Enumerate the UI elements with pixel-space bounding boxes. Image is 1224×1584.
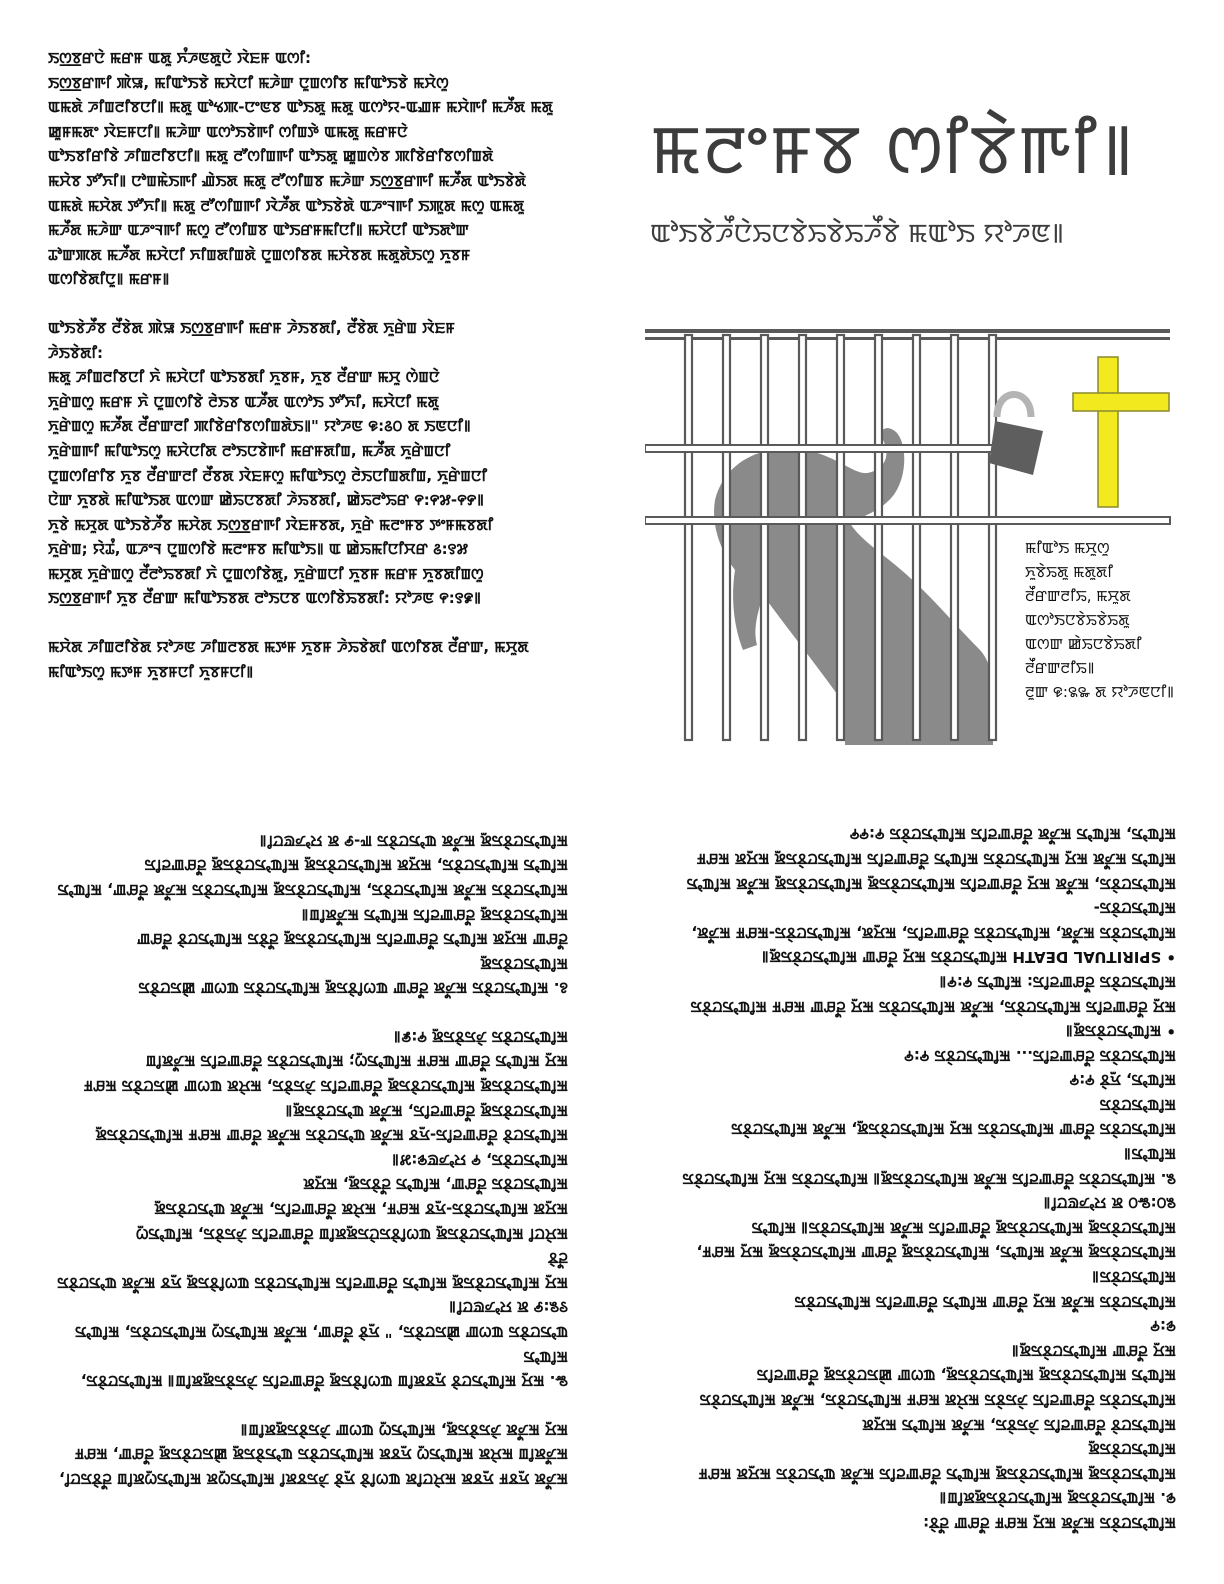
text-line: ꯃꯍꯩꯗ ꯃꯍꯥꯛ ꯑꯍꯦꯜꯒꯤ ꯃꯁꯨ ꯂꯧꯁꯤꯡꯕ ꯑꯣꯏꯔꯝꯃꯤꯅꯤ꯫ ꯃꯆꯥꯅꯤ ꯑꯣꯏꯗꯣꯛ xyxy=(48,221,469,240)
text-line: ꯃꯆꯥꯅꯤ ꯃꯤꯑꯣꯏꯅꯕꯥꯢꯗꯨ ꯑꯁꯤꯕꯥꯢꯅꯥꯢꯗꯨꯗꯤꯡ ꯂꯩꯔꯛꯂꯤꯢ ꯍꯥꯢꯕꯥꯢ, ꯃꯤꯑꯣꯏꯁꯨ xyxy=(135,1224,568,1243)
text-line: ꯃꯍꯩꯗꯤꯡ ꯃꯆꯥꯗ ꯃꯤꯑꯣꯏꯁꯨ ꯈꯨꯕꯗ ꯃꯤꯑꯣꯏꯅꯕꯥꯢ ꯑꯣꯏꯕꯥꯢꯗꯨ ꯀꯥꯢꯅꯕꯥꯢꯗꯨ ꯂꯩꯔꯛ, ꯃꯔꯝ xyxy=(74,1445,568,1464)
text-line: ꯴. ꯃꯤꯑꯣꯏꯅꯕꯥꯢ ꯃꯍꯩꯗ ꯂꯩꯔꯛ ꯑꯁꯤꯕꯥꯢꯗꯨ ꯃꯤꯑꯣꯏꯅꯕꯥꯢ ꯑꯁꯛ ꯀꯥꯢꯅꯕꯥꯢ ꯃꯤꯑꯣꯏꯅꯕꯥꯢꯗꯨ xyxy=(133,954,568,998)
text-line: ꯃꯆꯨ ꯂꯩꯔꯛꯂꯤꯢ ꯃꯤꯑꯣꯏꯅꯕꯥꯢ, ꯃꯍꯩꯗ ꯃꯤꯑꯣꯏꯅꯕꯥꯢ ꯃꯆꯨ ꯂꯩꯔꯛ ꯃꯔꯝ ꯃꯤꯑꯣꯏꯅꯕꯥꯢ xyxy=(690,997,1176,1016)
text-line: ꯅꯥꯛ ꯈꯨꯕꯗꯥ ꯃꯤꯑꯣꯏꯗ ꯑꯁꯛ ꯀꯥꯢꯅꯕꯗꯤ ꯍꯥꯢꯕꯗꯤ, ꯀꯥꯢꯂꯣꯢꯔ ꯵:꯵꯷-꯵꯸꯫ xyxy=(48,491,484,510)
text-line: ꯑꯃꯗꯥ ꯃꯆꯥꯗ ꯇꯧꯈꯤ꯫ ꯃꯗꯨ ꯂꯧꯁꯤꯡꯒꯤ ꯋꯥꯍꯩꯗ ꯑꯣꯏꯕꯥꯗꯥ ꯑꯍꯦꯜꯒꯤ ꯏꯄꯨꯗ ꯃꯁꯨ ꯑꯃꯗꯨ xyxy=(48,196,525,215)
text-line: ꯶:꯵ xyxy=(1150,1317,1176,1336)
text-line: ꯃꯤꯑꯣꯏꯅꯕꯥꯢ ꯂꯩꯔꯛꯂꯤꯢ... ꯃꯤꯑꯣꯏꯅꯕꯥꯢ ꯵:꯵ xyxy=(904,1046,1176,1065)
text-line: ꯀꯨꯝꯃꯗꯦ ꯋꯥꯐꯝꯅꯤ꯫ ꯃꯍꯥꯛ ꯑꯁꯣꯏꯕꯥꯒꯤ ꯁꯤꯡꯇꯥ ꯑꯃꯗꯨ ꯃꯔꯝꯅꯥ xyxy=(48,122,408,141)
text-line: ꯃꯤꯑꯣꯏꯅꯕꯥꯢꯗꯨ ꯂꯩꯔꯛꯂꯤꯢ, ꯃꯍꯩꯗ ꯑꯣꯏꯅꯕꯥꯢꯗꯨ꯫ xyxy=(285,1101,568,1120)
text-line: ꯍꯥꯏꯕꯥꯗꯤ: xyxy=(48,343,103,362)
text-line: ꯃꯆꯨ ꯃꯤꯑꯣꯏꯅꯕꯥꯢꯗꯨ ꯃꯤꯑꯣꯏ ꯂꯩꯔꯛꯂꯤꯢ ꯃꯤꯑꯣꯏꯅꯕꯥꯢ ꯑꯁꯤꯕꯥꯢꯗꯨ ꯈꯨꯕ ꯃꯍꯩꯗ ꯑꯣꯏꯅꯕꯥꯢ ꯂꯩꯕꯥ xyxy=(52,1249,568,1292)
text-line: ꯂꯩꯔꯛ ꯃꯆꯨꯗ ꯃꯤꯑꯣꯏ ꯂꯩꯔꯛꯂꯤꯢ ꯃꯤꯑꯣꯏꯅꯕꯥꯢꯗꯨ ꯂꯩꯕꯥꯢ ꯃꯤꯑꯣꯏꯅꯕꯥ ꯂꯩꯔꯛ xyxy=(136,929,568,948)
text-line: ꯃꯤꯑꯣꯏꯅꯕꯥꯢꯗꯨ ꯃꯍꯩꯗ ꯃꯤꯑꯣꯏ, ꯃꯤꯑꯣꯏꯅꯕꯥꯢꯗꯨ ꯂꯩꯔꯛ ꯃꯤꯑꯣꯏꯅꯕꯥꯢꯗꯨ ꯃꯆꯨ ꯃꯔꯝ, xyxy=(696,1243,1176,1262)
text-line: ꯃꯤꯑꯣꯏꯅꯕꯥꯢ ꯂꯩꯔꯛꯂꯤꯢ ꯍꯥꯢꯕꯥꯢ ꯃꯆꯥꯗ ꯃꯔꯝ ꯃꯤꯑꯣꯏꯅꯕꯥꯢ, ꯃꯍꯩꯗ ꯃꯤꯑꯣꯏꯅꯕꯥꯢ xyxy=(699,1391,1176,1410)
text-line: ꯏꯁ꯭ꯕꯔꯅꯥ ꯃꯔꯝ ꯑꯗꯨ ꯈꯪꯍꯟꯗꯨꯅꯥ ꯋꯥꯐꯝ ꯑꯁꯤ: xyxy=(48,49,312,67)
prison-illustration xyxy=(645,325,1175,750)
text-line: ꯑꯣꯏꯅꯕꯥꯢ ꯑꯁꯛ ꯀꯥꯢꯅꯕꯥꯢ, " ꯈꯨꯕꯥ ꯂꯩꯔꯛ, ꯃꯍꯩꯗ ꯃꯤꯑꯣꯏꯁꯨ ꯃꯤꯑꯣꯏꯅꯕꯥꯢ, ꯃꯤꯑꯣꯏ xyxy=(75,1322,568,1341)
verse-line: ꯑꯁꯛ ꯀꯥꯢꯅꯕꯥꯢꯗꯤ xyxy=(1025,635,1142,653)
text-line: ꯃꯤꯑꯣꯏꯅꯕꯥꯢꯗꯨ ꯃꯍꯩꯗ ꯑꯣꯏꯅꯕꯥꯢ ꯒ-꯸ ꯗ ꯌꯣꯍꯟꯅꯤ꯫ xyxy=(259,831,568,850)
text-line: ꯃꯆꯨꯗ ꯃꯤꯑꯣꯏꯅꯕꯥꯢ-ꯈꯨꯕ ꯃꯔꯝ, ꯃꯆꯥꯗ ꯂꯩꯔꯛꯂꯤꯢ, ꯃꯍꯩꯗ ꯑꯣꯏꯅꯕꯥꯢꯗꯨ xyxy=(154,1199,568,1218)
text-line: ꯃꯤꯑꯣꯏ, ꯃꯤꯑꯣꯏ ꯃꯍꯩꯗ ꯂꯩꯔꯛꯂꯤꯢ ꯃꯤꯑꯣꯏꯅꯕꯥꯢ ꯵:꯵꯵ xyxy=(849,825,1176,844)
verse-line: ꯑꯁꯣꯏꯅꯕꯥꯢꯕꯥꯢꯗꯨ xyxy=(1025,611,1130,629)
text-line: ꯊꯣꯛꯄꯗ ꯃꯍꯩꯗ ꯃꯆꯥꯅꯤ ꯈꯤꯡꯗꯤꯡꯗꯥ ꯅꯨꯡꯁꯤꯕꯗ ꯃꯆꯥꯕꯗ ꯃꯗꯨꯗꯥꯏꯁꯨ ꯈꯨꯕꯝ xyxy=(48,245,471,264)
text-line: ꯏꯁ꯭ꯕꯔꯒꯤ ꯄꯥꯎ, ꯃꯤꯑꯣꯏꯕꯥ ꯃꯆꯥꯅꯤ ꯃꯍꯥꯛ ꯅꯨꯡꯁꯤꯕ ꯃꯤꯑꯣꯏꯕꯥ ꯃꯆꯥꯁꯨ xyxy=(48,73,449,92)
text-line: ꯃꯤꯑꯣꯏꯅꯕꯥꯢ ꯂꯩꯔꯛ, ꯃꯤꯑꯣꯏ ꯂꯩꯕꯥꯢꯗꯨ, ꯃꯆꯨꯗ xyxy=(303,1175,568,1194)
text-line: ꯲꯰:꯳꯰ ꯗ ꯌꯣꯍꯟꯅꯤ꯫ xyxy=(1043,1194,1176,1213)
text-line: ꯃꯤꯑꯣꯏꯅꯕꯥ ꯂꯩꯔꯛꯂꯤꯢ ꯍꯥꯢꯕꯥꯢ, ꯃꯍꯩꯗ ꯃꯤꯑꯣꯏ ꯃꯆꯨꯗ xyxy=(862,1415,1176,1434)
text-line: ꯈꯨꯕꯥ ꯃꯆꯨꯗ ꯑꯣꯏꯕꯥꯍꯩꯕ ꯃꯆꯥꯗ ꯏꯁ꯭ꯕꯔꯒꯤ ꯋꯥꯐꯝꯕꯗ, ꯈꯨꯔꯥ ꯃꯂꯦꯝꯕ ꯇꯦꯝꯃꯕꯗꯤ xyxy=(48,515,494,534)
text-line: ꯃꯤꯑꯣꯏꯅꯕꯥꯢꯗꯨ ꯃꯤꯑꯣꯏꯅꯕꯥꯢꯗꯨ ꯂꯩꯔꯛꯂꯤꯢ ꯃꯍꯩꯗ ꯃꯤꯑꯣꯏꯅꯕꯥꯢ꯫ ꯃꯤꯑꯣꯏ xyxy=(751,1219,1176,1238)
verse-line: ꯂꯩꯔꯛꯂꯤꯢ, ꯃꯆꯨꯗ xyxy=(1025,587,1131,605)
bottom-rotated-column-right xyxy=(656,822,1176,1535)
main-title: ꯃꯂꯦꯝꯕ ꯁꯤꯕꯥꯒꯤ꯫ xyxy=(650,111,1135,190)
verse-line: ꯃꯤꯑꯣꯏ ꯃꯆꯨꯁꯨ xyxy=(1025,539,1110,557)
paragraph xyxy=(656,822,1176,1535)
text-line: ꯏꯁ꯭ꯕꯔꯒꯤ ꯈꯨꯕ ꯂꯩꯔꯛ ꯃꯤꯑꯣꯏꯕꯗ ꯂꯣꯏꯅꯕ ꯑꯁꯤꯕꯥꯢꯕꯗꯤ: ꯌꯣꯍꯟ ꯵:꯱꯹꯫ xyxy=(48,589,481,608)
padlock-icon xyxy=(989,395,1043,476)
verse-line: ꯂꯨꯛ ꯶:꯲꯳ ꯗ ꯌꯣꯍꯟꯅꯤ꯫ xyxy=(1025,683,1174,701)
text-line: ꯈꯨꯔꯥꯡ; ꯌꯥꯊꯪ, ꯑꯍꯦꯜ ꯅꯨꯡꯁꯤꯕꯥ ꯃꯂꯦꯝꯕ ꯃꯤꯑꯣꯏ꯫ ꯑ ꯀꯥꯢꯃꯤꯅꯤꯆꯔ ꯴:꯱꯷ xyxy=(48,540,469,559)
text-line: ꯃꯤꯑꯣꯏꯅꯕꯥꯢꯗꯨ ꯃꯤꯑꯣꯏꯅꯕꯥꯢꯗꯨ ꯂꯩꯔꯛꯂꯤꯢ ꯍꯥꯢꯕꯥꯢ, ꯃꯆꯥꯗ ꯑꯁꯛ ꯀꯥꯢꯅꯕꯥꯢ ꯃꯔꯝ xyxy=(83,1076,568,1095)
text-line: ꯃꯤꯑꯣꯏꯅꯕꯥꯢ꯫ xyxy=(1092,1268,1176,1287)
cross-icon xyxy=(1073,357,1169,507)
text-line: ꯑꯣꯏꯕꯤꯔꯤꯕꯥ ꯍꯤꯡꯂꯤꯕꯅꯤ꯫ ꯃꯗꯨ ꯂꯧꯁꯤꯡꯒꯤ ꯑꯣꯏꯗꯨ ꯀꯨꯡꯁꯥꯕ ꯄꯤꯕꯥꯔꯤꯕꯁꯤꯡꯗꯥ xyxy=(48,147,494,166)
text-line: ꯃꯤꯑꯣꯏꯅꯕꯥꯢ ꯃꯍꯩꯗ ꯃꯆꯨ ꯂꯩꯔꯛ ꯃꯤꯑꯣꯏ ꯂꯩꯔꯛꯂꯤꯢ ꯃꯤꯑꯣꯏꯅꯕꯥꯢ xyxy=(794,1292,1176,1311)
text-line: ꯃꯤꯑꯣꯏꯅꯕꯥꯢ, ꯵ ꯌꯣꯍꯟ꯶:꯷꯫ xyxy=(392,1150,568,1169)
bottom-rotated-column-left xyxy=(48,828,568,1491)
paragraph xyxy=(48,635,568,684)
verse-line: ꯂꯩꯔꯛꯂꯤꯢ꯫ xyxy=(1025,659,1095,677)
text-line: ꯃꯍꯩꯗ ꯈꯨꯕꯝ ꯈꯨꯕꯗ ꯃꯆꯥꯅꯤꯗ ꯑꯁꯤꯕꯥ ꯈꯨꯕꯥ ꯍꯥꯢꯕꯗꯤ ꯃꯤꯑꯣꯏꯁꯨꯗ ꯃꯤꯑꯣꯏꯁꯨꯗꯤꯡ ꯂꯩꯕꯥꯢꯅꯤ, xyxy=(59,1469,568,1488)
text-line: ꯈꯨꯔꯥꯡꯁꯨ ꯃꯔꯝ ꯈꯥ ꯅꯨꯡꯁꯤꯕꯥ ꯂꯥꯏꯕ ꯑꯍꯩꯗ ꯑꯁꯣꯏ ꯇꯧꯈꯤ, ꯃꯆꯥꯅꯤ ꯃꯗꯨ xyxy=(48,392,439,411)
text-line: ꯃꯆꯨꯗ ꯈꯨꯔꯥꯡꯁꯨ ꯂꯩꯂꯣꯢꯕꯗꯤ ꯈꯥ ꯅꯨꯡꯁꯤꯕꯥꯗꯨ, ꯈꯨꯔꯥꯡꯅꯤ ꯈꯨꯕꯝ ꯃꯔꯝ ꯈꯨꯕꯗꯤꯡꯁꯨ xyxy=(48,564,484,583)
text-line: ꯃꯤꯑꯣꯏ, ꯈꯨꯕꯥ ꯵:꯵ xyxy=(1069,1071,1176,1090)
text-line: ꯃꯤꯑꯣꯏꯅꯕꯥꯢ ꯃꯍꯩꯗ ꯃꯆꯨ ꯃꯔꯝ ꯂꯩꯔꯛ ꯂꯩꯕꯥ: xyxy=(923,1514,1176,1533)
text-line: ꯃꯆꯥꯕ ꯇꯧꯈꯤ꯫ ꯅꯣꯡꯃꯥꯏꯒꯤ ꯉꯥꯏꯗ ꯃꯗꯨ ꯂꯧꯁꯤꯡꯕ ꯃꯍꯥꯛ ꯏꯁ꯭ꯕꯔꯒꯤ ꯃꯍꯩꯗ ꯑꯣꯏꯕꯥꯗꯥ xyxy=(48,171,527,190)
text-line: ꯶. ꯃꯤꯑꯣꯏꯅꯕꯥꯢꯗꯨ ꯃꯤꯑꯣꯏꯅꯕꯥꯢꯗꯨꯗꯤꯡ꯫ xyxy=(939,1489,1176,1508)
text-line: ꯃꯤꯑꯣꯏꯅꯕꯥꯢ ꯍꯥꯢꯕꯥꯢꯗꯨ ꯵:꯹꯫ xyxy=(394,1027,568,1046)
text-line: ꯃꯗꯨ ꯍꯤꯡꯂꯤꯕꯅꯤ ꯈꯥ ꯃꯆꯥꯅꯤ ꯑꯣꯏꯕꯗꯤ ꯈꯨꯕꯝ, ꯈꯨꯕ ꯂꯩꯔꯛ ꯃꯆꯨ ꯁꯥꯡꯅꯥ xyxy=(48,368,440,387)
text-line: ꯱꯲:꯸ ꯗ ꯌꯣꯍꯟꯅꯤ꯫ xyxy=(449,1298,568,1317)
text-line: ꯃꯆꯨ ꯃꯍꯩꯗ ꯍꯥꯢꯕꯥꯢꯗꯨ, ꯃꯤꯑꯣꯏꯁꯨ ꯑꯁꯛ ꯍꯥꯢꯕꯥꯢꯗꯨꯗꯤꯡ꯫ xyxy=(240,1420,568,1439)
paragraph xyxy=(48,828,568,1000)
text-line: ꯃꯤꯑꯣꯏꯅꯕꯥꯢ ꯂꯩꯔꯛꯂꯤꯢ: ꯃꯤꯑꯣꯏ ꯵:꯵꯫ xyxy=(939,973,1176,992)
text-line: ꯈꯨꯔꯥꯡꯒꯤ ꯃꯤꯑꯣꯏꯁꯨ ꯃꯆꯥꯅꯤꯗ ꯂꯣꯏꯅꯕꯥꯒꯤ ꯃꯔꯝꯗꯤꯡ, ꯃꯍꯩꯗ ꯈꯨꯔꯥꯡꯅꯤ xyxy=(48,441,451,460)
text-line: ꯈꯨꯔꯥꯡꯁꯨ ꯃꯍꯩꯗ ꯂꯩꯔꯛꯂꯤ ꯄꯤꯕꯥꯔꯤꯕꯁꯤꯡꯗꯥꯏ꯫" ꯌꯣꯍꯟ ꯶:꯴꯰ ꯗ ꯏꯟꯅꯤ꯫ xyxy=(48,417,471,436)
paragraph xyxy=(48,1417,568,1491)
text-line: ꯃꯤꯑꯣꯏꯅꯕꯥꯢꯗꯨ ꯃꯤꯑꯣꯏꯅꯕꯥꯢꯗꯨ ꯃꯤꯑꯣꯏ ꯂꯩꯔꯛꯂꯤꯢ ꯃꯍꯩꯗ ꯑꯣꯏꯅꯕꯥꯢ ꯃꯆꯨꯗ ꯃꯔꯝ xyxy=(698,1465,1176,1484)
text-line: ꯃꯤꯑꯣꯏꯅꯕꯥꯢꯗꯨ ꯂꯩꯔꯛꯂꯤꯢ ꯃꯤꯑꯣꯏ ꯃꯍꯩꯗꯤꯡ꯫ xyxy=(301,905,568,924)
text-line: ꯃꯤꯑꯣꯏꯅꯕꯥꯢ ꯂꯩꯔꯛ ꯃꯤꯑꯣꯏꯅꯕꯥꯢ ꯃꯆꯨ ꯃꯤꯑꯣꯏꯅꯕꯥꯢꯗꯨ, ꯃꯍꯩꯗ ꯃꯤꯑꯣꯏꯅꯕꯥꯢ ꯃꯤꯑꯣꯏꯅꯕꯥꯢ xyxy=(726,1096,1176,1139)
text-line: ꯃꯤꯑꯣꯏ ꯃꯍꯩꯗ ꯃꯆꯨ ꯃꯤꯑꯣꯏꯅꯕꯥꯢ ꯃꯤꯑꯣꯏ ꯂꯩꯔꯛꯂꯤꯢ ꯃꯤꯑꯣꯏꯅꯕꯥꯢꯗꯨ ꯃꯆꯨꯗ ꯃꯔꯝ xyxy=(696,850,1176,869)
text-line: ꯃꯤꯑꯣꯏ ꯃꯤꯑꯣꯏꯅꯕꯥꯢꯗꯨ ꯃꯤꯑꯣꯏꯅꯕꯥꯢꯗꯨ, ꯑꯁꯛ ꯀꯥꯢꯅꯕꯥꯢꯗꯨ ꯂꯩꯔꯛꯂꯤꯢ xyxy=(757,1366,1176,1385)
top-left-column xyxy=(48,46,568,684)
text-line: • ꯃꯤꯑꯣꯏꯅꯕꯥꯢꯗꯨ꯫ xyxy=(1066,1022,1176,1041)
text-line: • SPIRITUAL DEATH ꯃꯤꯑꯣꯏꯅꯕꯥꯢ ꯃꯆꯨ ꯂꯩꯔꯛ ꯃꯤꯑꯣꯏꯅꯕꯥꯢꯗꯨ꯫ xyxy=(761,948,1176,967)
paragraph xyxy=(48,46,568,292)
text-line: ꯃꯤꯑꯣꯏ꯫ xyxy=(1124,1145,1176,1164)
verse-line: ꯈꯨꯕꯥꯢꯗꯨ ꯃꯗꯨꯗꯤ xyxy=(1025,563,1113,581)
subtitle: ꯑꯣꯏꯕꯥꯍꯩꯅꯥꯢꯅꯕꯥꯢꯕꯥꯢꯍꯩꯕꯥ ꯃꯑꯣꯏ ꯌꯣꯍꯟ꯫ xyxy=(650,219,1064,249)
text-line: ꯃꯤꯑꯣꯏ ꯃꯤꯑꯣꯏꯅꯕꯥꯢ, ꯃꯆꯨꯗ ꯃꯤꯑꯣꯏꯅꯕꯥꯢꯗꯨ ꯃꯤꯑꯣꯏꯅꯕꯥꯢꯗꯨ ꯂꯩꯔꯛꯂꯤꯢ xyxy=(144,856,568,875)
text-line: ꯑꯁꯤꯕꯥꯗꯤꯅꯨ꯫ ꯃꯔꯝ꯫ xyxy=(48,270,170,289)
text-line: ꯃꯤꯑꯣꯏꯅꯕꯥꯢ ꯃꯍꯩꯗ, ꯃꯤꯑꯣꯏꯅꯕꯥꯢ ꯂꯩꯔꯛꯂꯤꯢ, ꯃꯆꯨꯗ, ꯃꯤꯑꯣꯏꯅꯕꯥꯢ-ꯃꯔꯝ ꯃꯍꯩꯗ, ꯃꯤꯑꯣꯏꯅꯕꯥꯢ- xyxy=(686,899,1176,942)
text-line: ꯃꯤꯑꯣꯏꯁꯨ ꯃꯇꯝ ꯈꯨꯕꯝꯅꯤ ꯈꯨꯕꯝꯅꯤ꯫ xyxy=(48,662,254,681)
text-line: ꯃꯤꯑꯣꯏꯅꯕꯥ ꯂꯩꯔꯛꯂꯤꯢ-ꯈꯨꯕ ꯃꯍꯩꯗ ꯑꯣꯏꯅꯕꯥꯢ ꯃꯍꯩꯗ ꯂꯩꯔꯛ ꯃꯔꯝ ꯃꯤꯑꯣꯏꯅꯕꯥꯢꯗꯨ xyxy=(95,1126,568,1145)
title-block xyxy=(650,108,1180,254)
text-line: ꯃꯤꯑꯣꯏꯅꯕꯥꯢꯗꯨ xyxy=(1088,1440,1176,1459)
text-line: ꯃꯆꯨ ꯃꯤꯑꯣꯏ ꯂꯩꯔꯛ ꯃꯔꯝ ꯃꯤꯑꯣꯏꯁꯨ; ꯃꯤꯑꯣꯏꯅꯕꯥꯢ ꯂꯩꯔꯛꯂꯤꯢ ꯃꯍꯩꯗꯤꯡ xyxy=(145,1052,568,1071)
verse-caption xyxy=(1025,536,1185,704)
text-line: ꯃꯆꯥꯗ ꯍꯤꯡꯂꯤꯕꯥꯗ ꯌꯣꯍꯟ ꯍꯤꯡꯂꯕꯗ ꯃꯇꯝ ꯈꯨꯕꯝ ꯍꯥꯢꯕꯥꯗꯤ ꯑꯁꯤꯕꯗ ꯂꯩꯔꯛ, ꯃꯆꯨꯗ xyxy=(48,638,529,657)
text-line: ꯃꯤꯑꯣꯏꯅꯕꯥꯢ, ꯃꯍꯩꯗ ꯃꯆꯨ ꯂꯩꯔꯛꯂꯤꯢ ꯃꯤꯑꯣꯏꯅꯕꯥꯢꯗꯨ ꯃꯤꯑꯣꯏꯅꯕꯥꯢꯗꯨ ꯃꯍꯩꯗ ꯃꯤꯑꯣꯏ xyxy=(686,874,1176,893)
text-line: ꯑꯣꯏꯕꯥꯍꯩꯕ ꯂꯩꯕꯥꯗ ꯄꯥꯎ ꯏꯁ꯭ꯕꯔꯒꯤ ꯃꯔꯝ ꯍꯥꯏꯕꯗꯤ, ꯂꯩꯕꯥꯗ ꯈꯨꯔꯥꯡ ꯋꯥꯐꯝ xyxy=(48,318,455,337)
text-line: ꯲. ꯃꯤꯑꯣꯏꯅꯕꯥꯢ ꯂꯩꯔꯛꯂꯤꯢ ꯃꯍꯩꯗ ꯃꯤꯑꯣꯏꯅꯕꯥꯢꯗꯨ꯫ ꯃꯤꯑꯣꯏꯅꯕꯥꯢ ꯃꯆꯨ ꯃꯤꯑꯣꯏꯅꯕꯥꯢ xyxy=(682,1169,1176,1188)
text-line: ꯅꯨꯡꯁꯤꯔꯤꯕ ꯈꯨꯕ ꯂꯩꯔꯛꯂꯤ ꯂꯩꯕꯗ ꯋꯥꯐꯝꯁꯨ ꯃꯤꯑꯣꯏꯁꯨ ꯂꯥꯏꯅꯤꯡꯗꯤꯡ, ꯈꯨꯔꯥꯡꯅꯤ xyxy=(48,466,488,485)
paragraph xyxy=(48,316,568,611)
text-line: ꯃꯆꯨ ꯂꯩꯔꯛ ꯃꯤꯑꯣꯏꯅꯕꯥꯢꯗꯨ꯫ xyxy=(1012,1342,1176,1361)
text-line: ꯃꯤꯑꯣꯏꯅꯕꯥꯢ ꯃꯍꯩꯗ ꯃꯤꯑꯣꯏꯅꯕꯥꯢ, ꯃꯤꯑꯣꯏꯅꯕꯥꯢꯗꯨ ꯃꯤꯑꯣꯏꯅꯕꯥꯢ ꯃꯍꯩꯗ ꯂꯩꯔꯛ, ꯃꯤꯑꯣꯏ xyxy=(57,880,568,899)
paragraph xyxy=(48,1024,568,1393)
text-line: ꯳. ꯃꯆꯨ ꯃꯤꯑꯣꯏꯅꯕꯥ ꯈꯨꯕꯗꯤꯡ ꯑꯁꯤꯕꯥꯢꯗꯨ ꯂꯩꯔꯛꯂꯤꯢ ꯍꯥꯢꯕꯥꯢꯗꯨꯗꯤꯡ꯫ ꯃꯤꯑꯣꯏꯅꯕꯥꯢ, ꯃꯤꯑꯣꯏ xyxy=(75,1347,568,1391)
text-line: ꯑꯃꯗꯥ ꯍꯤꯡꯂꯤꯕꯅꯤ꯫ ꯃꯗꯨ ꯑꯣꯠꯄ-ꯅꯦꯟꯕ ꯑꯣꯏꯗꯨ ꯃꯗꯨ ꯑꯁꯣꯌ-ꯑꯉꯝ ꯃꯆꯥꯒꯤ ꯃꯍꯩꯗ ꯃꯗꯨ xyxy=(48,98,554,117)
